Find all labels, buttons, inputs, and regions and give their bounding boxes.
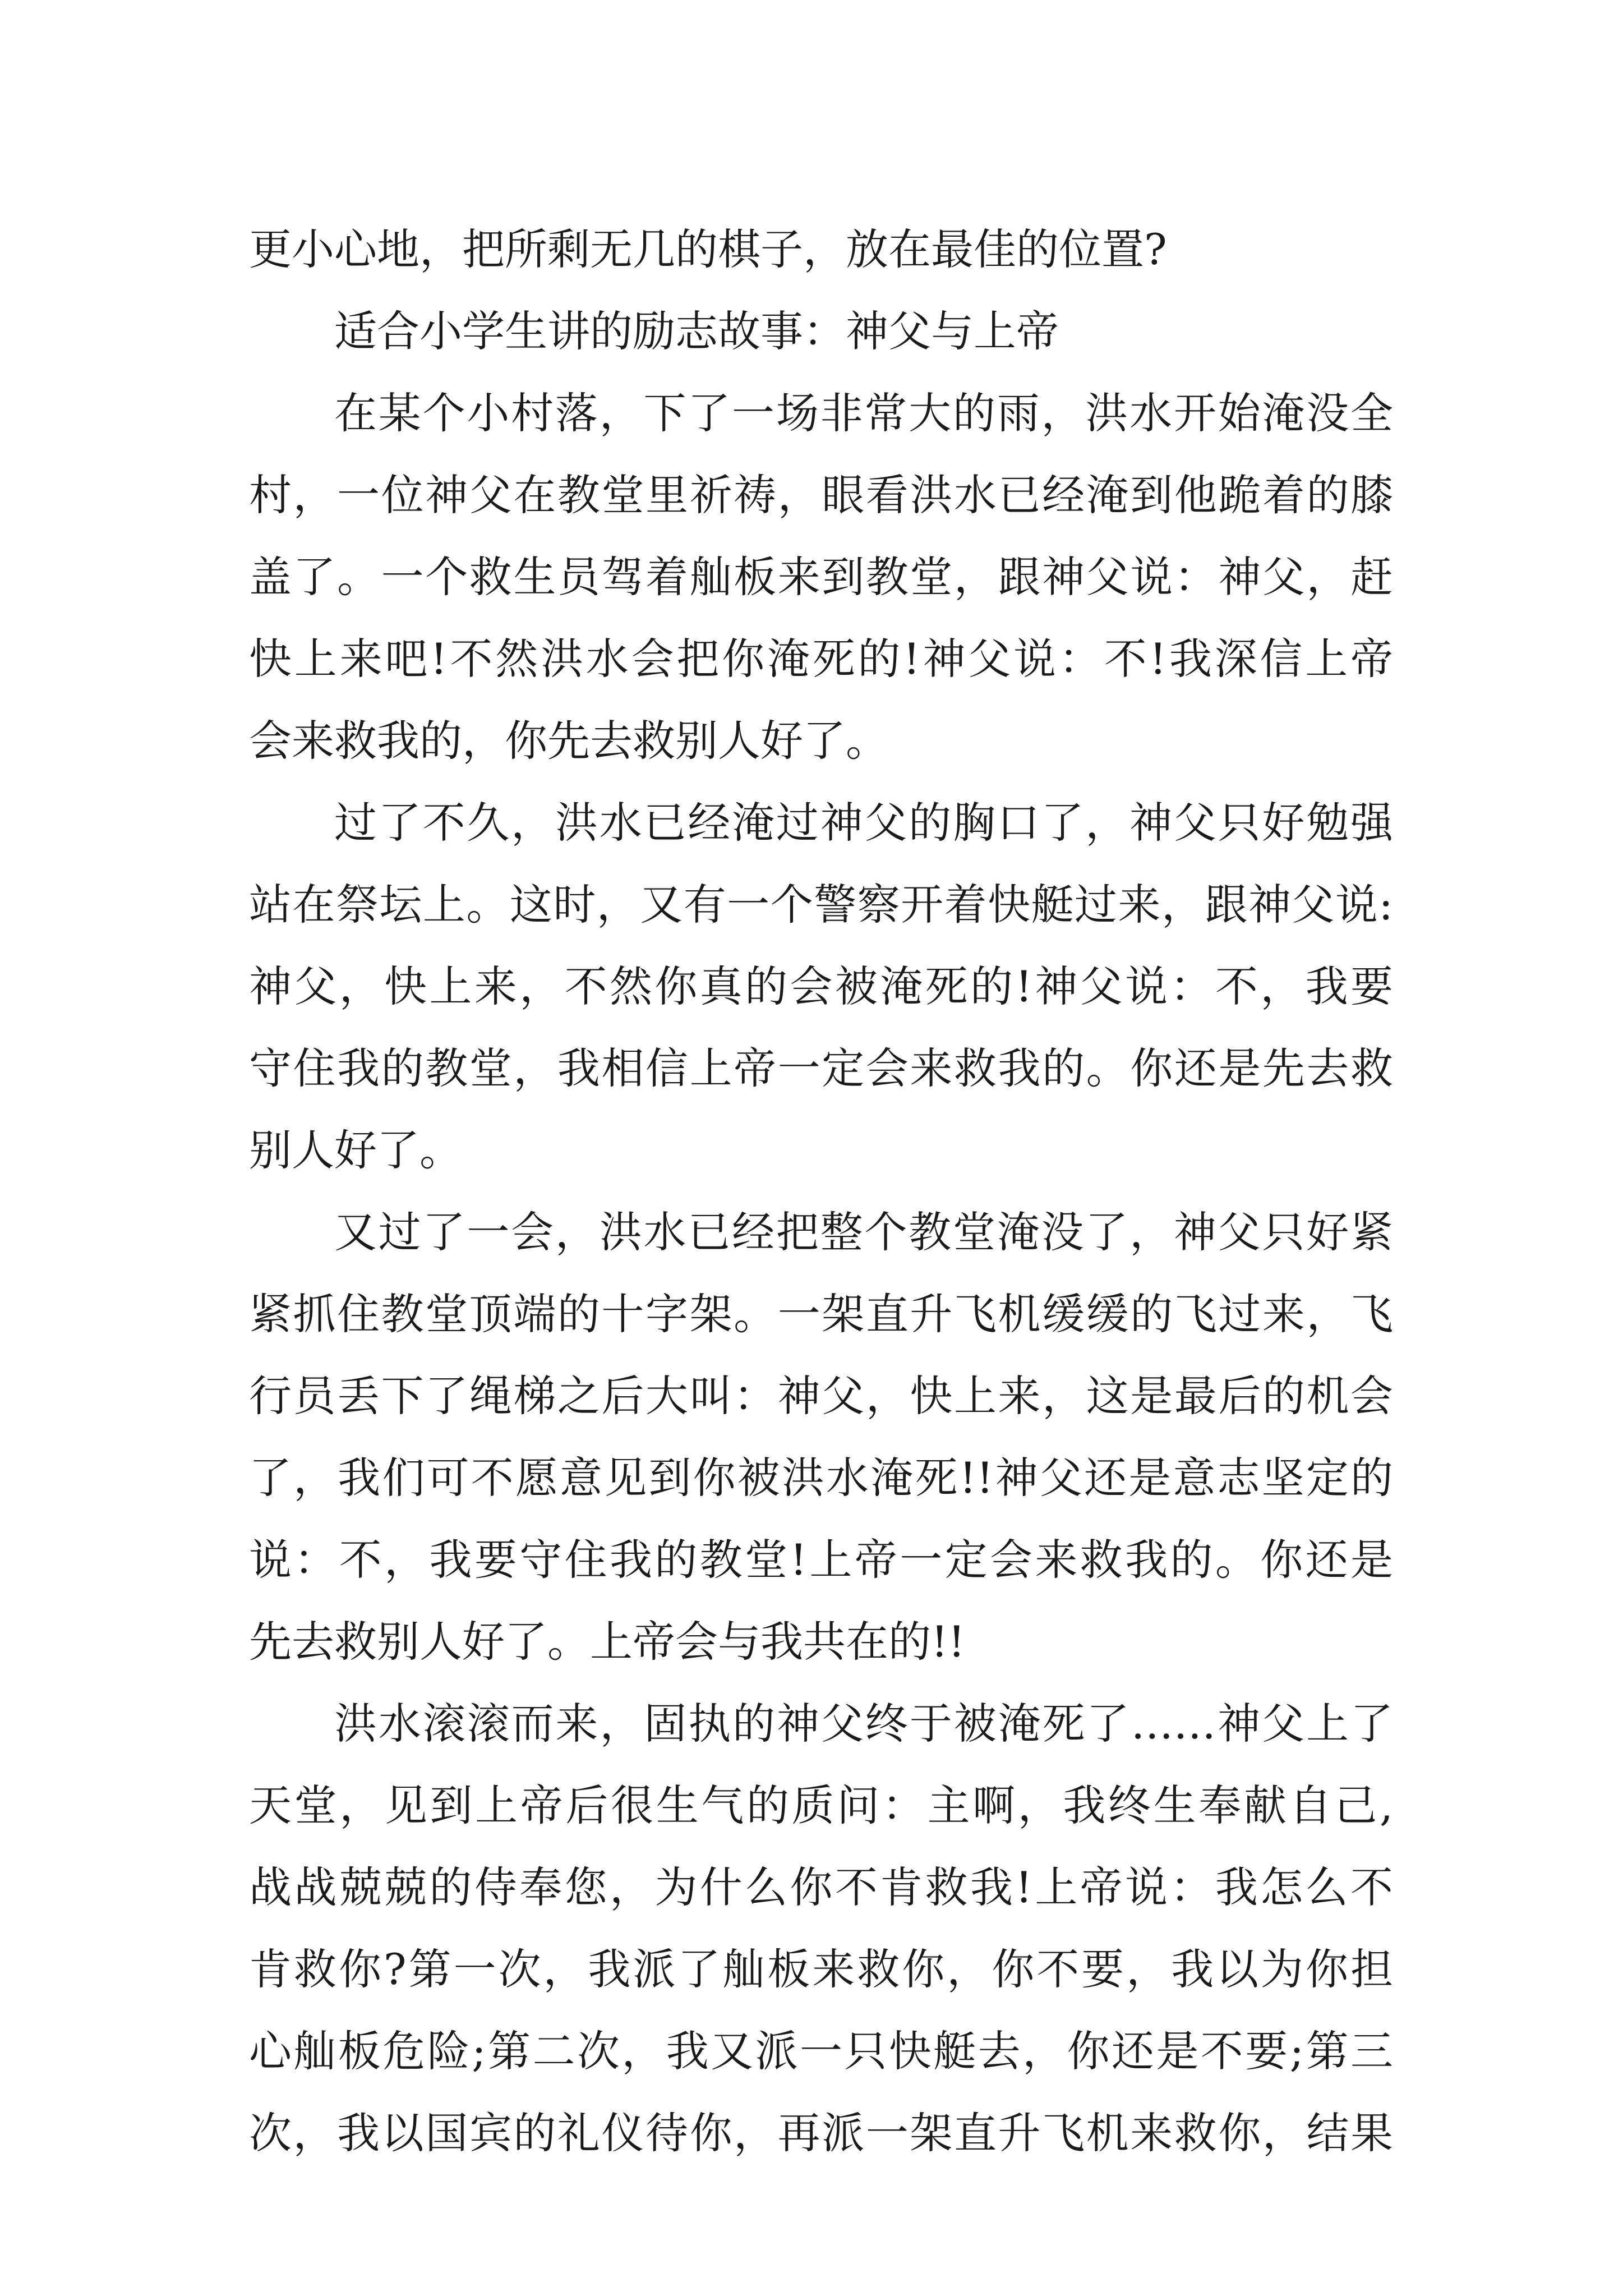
- text-line: 会来救我的，你先去救别人好了。: [249, 716, 888, 766]
- text-line: 在某个小村落，下了一场非常大的雨，洪水开始淹没全: [334, 388, 1393, 438]
- text-line: 天堂，见到上帝后很生气的质问：主啊，我终生奉献自己,: [249, 1780, 1393, 1830]
- text-line: 守住我的教堂，我相信上帝一定会来救我的。你还是先去救: [249, 1043, 1393, 1093]
- text-line: 了，我们可不愿意见到你被洪水淹死!!神父还是意志坚定的: [249, 1453, 1393, 1503]
- text-line: 行员丢下了绳梯之后大叫：神父，快上来，这是最后的机会: [249, 1371, 1393, 1421]
- text-line: 神父，快上来，不然你真的会被淹死的!神父说：不，我要: [249, 961, 1393, 1011]
- text-line: 肯救你?第一次，我派了舢板来救你，你不要，我以为你担: [249, 1944, 1393, 1994]
- text-line: 洪水滚滚而来，固执的神父终于被淹死了……神父上了: [334, 1699, 1393, 1749]
- paragraph: [249, 209, 1393, 291]
- section-heading: [249, 291, 1393, 372]
- paragraph: [249, 1191, 1393, 1683]
- text-line: 次，我以国宾的礼仪待你，再派一架直升飞机来救你，结果: [249, 2108, 1393, 2158]
- text-line: 更小心地，把所剩无几的棋子，放在最佳的位置?: [249, 224, 1167, 274]
- text-line: 别人好了。: [249, 1125, 462, 1175]
- text-line: 盖了。一个救生员驾着舢板来到教堂，跟神父说：神父，赶: [249, 552, 1393, 602]
- document-body: [249, 209, 1393, 2174]
- text-line: 战战兢兢的侍奉您，为什么你不肯救我!上帝说：我怎么不: [249, 1862, 1393, 1912]
- text-line: 过了不久，洪水已经淹过神父的胸口了，神父只好勉强: [334, 798, 1393, 848]
- paragraph: [249, 782, 1393, 1191]
- text-line: 又过了一会，洪水已经把整个教堂淹没了，神父只好紧: [334, 1207, 1393, 1257]
- text-line: 说：不，我要守住我的教堂!上帝一定会来救我的。你还是: [249, 1535, 1393, 1585]
- paragraph: [249, 1683, 1393, 2174]
- text-line: 紧抓住教堂顶端的十字架。一架直升飞机缓缓的飞过来，飞: [249, 1289, 1393, 1339]
- paragraph: [249, 372, 1393, 782]
- text-line: 站在祭坛上。这时，又有一个警察开着快艇过来，跟神父说:: [249, 880, 1393, 930]
- text-line: 适合小学生讲的励志故事：神父与上帝: [334, 306, 1059, 356]
- text-line: 快上来吧!不然洪水会把你淹死的!神父说：不!我深信上帝: [249, 634, 1393, 684]
- text-line: 村，一位神父在教堂里祈祷，眼看洪水已经淹到他跪着的膝: [249, 470, 1393, 520]
- text-line: 心舢板危险;第二次，我又派一只快艇去，你还是不要;第三: [249, 2026, 1393, 2076]
- text-line: 先去救别人好了。上帝会与我共在的!!: [249, 1617, 966, 1667]
